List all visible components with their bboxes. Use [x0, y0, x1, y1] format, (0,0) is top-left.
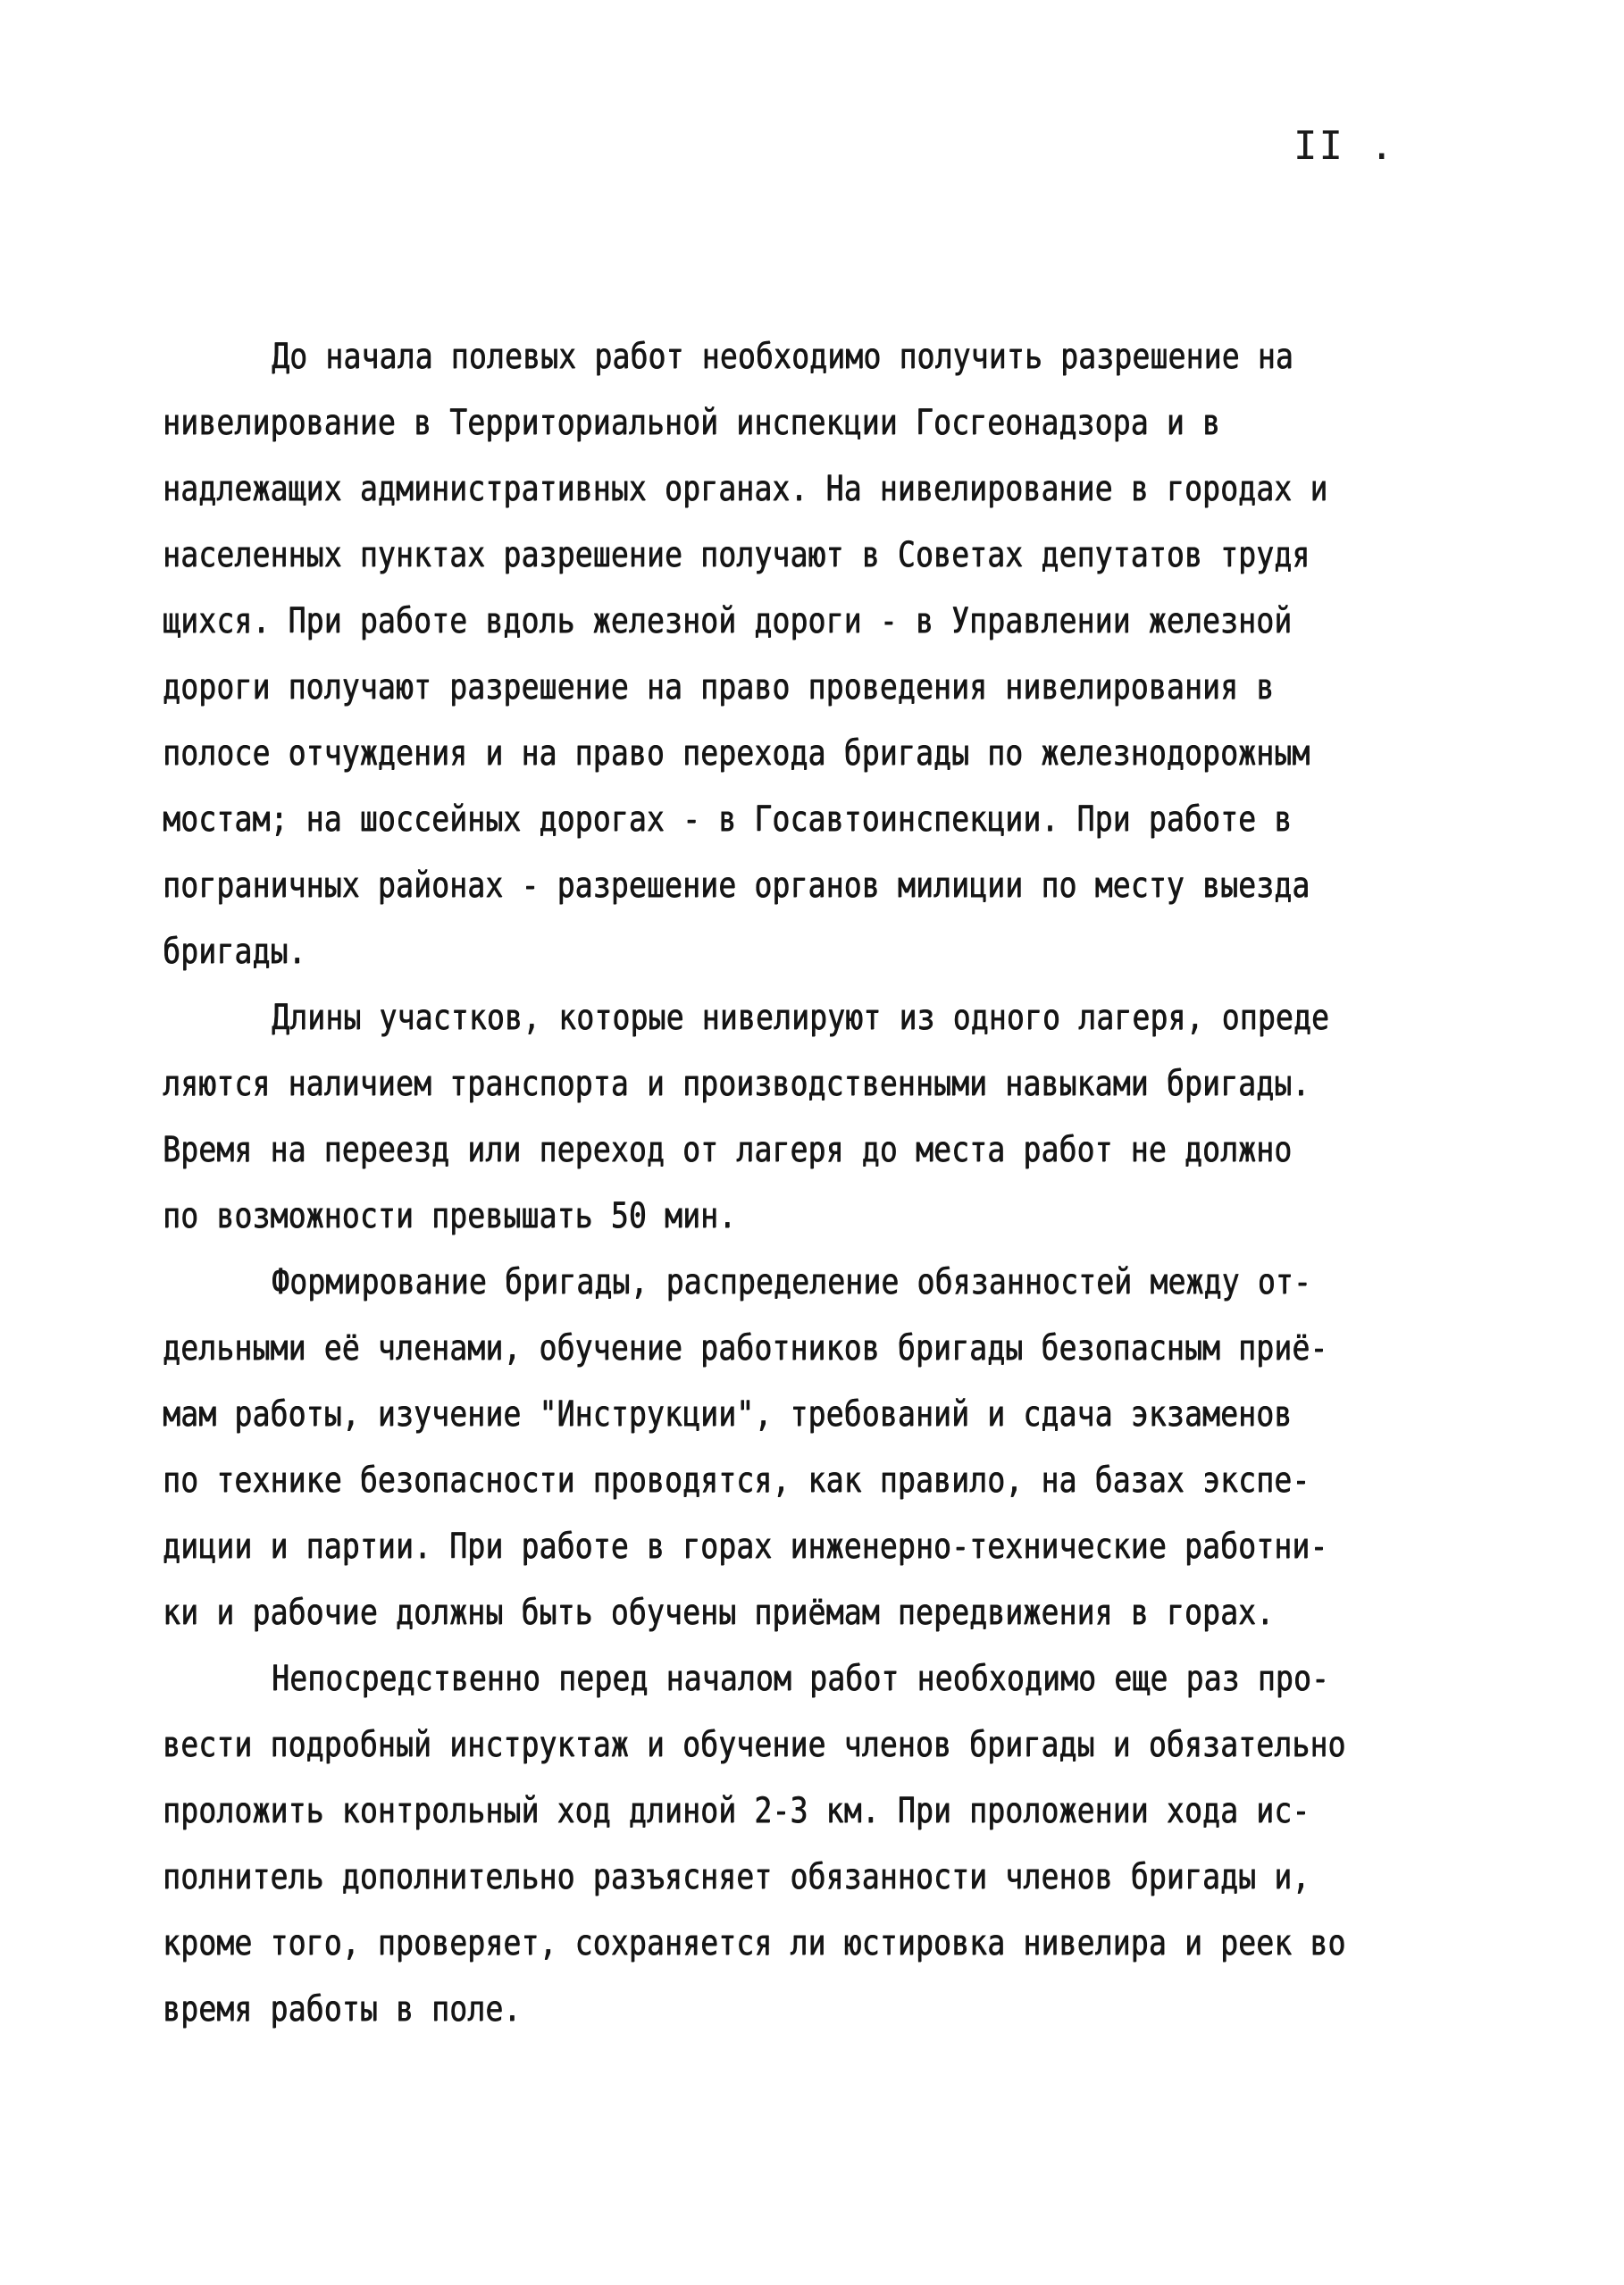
text-line: проложить контрольный ход длиной 2-3 км. При проложении хода ис- — [163, 1789, 1310, 1831]
text-line: Непосредственно перед началом работ необходимо еще раз про- — [272, 1657, 1329, 1699]
text-line: надлежащих административных органах. На нивелирование в городах и — [163, 467, 1328, 509]
paragraph-section-lengths — [163, 984, 1449, 1249]
text-line: ляются наличием транспорта и производственными навыками бригады. — [163, 1062, 1310, 1104]
text-line: мам работы, изучение "Инструкции", требований и сдача экзаменов — [163, 1393, 1293, 1435]
text-line: Длины участков, которые нивелируют из одного лагеря, опреде — [272, 996, 1329, 1038]
text-line: пограничных районах - разрешение органов милиции по месту выезда — [163, 864, 1310, 906]
text-line: нивелирование в Территориальной инспекции Госгеонадзора и в — [163, 401, 1220, 443]
text-line: населенных пунктах разрешение получают в Советах депутатов трудя — [163, 533, 1310, 575]
page-number: II . — [1293, 123, 1395, 169]
text-line: дороги получают разрешение на право проведения нивелирования в — [163, 665, 1275, 707]
text-line: До начала полевых работ необходимо получить разрешение на — [272, 335, 1293, 377]
text-line: по возможности превышать 50 мин. — [163, 1194, 737, 1236]
paragraph-briefing — [163, 1645, 1449, 2042]
body-text — [163, 323, 1449, 2042]
text-line: полосе отчуждения и на право перехода бригады по железнодорожным — [163, 732, 1310, 774]
text-line: дельными её членами, обучение работников бригады безопасным приё- — [163, 1327, 1328, 1368]
paragraph-permits — [163, 323, 1449, 984]
text-line: по технике безопасности проводятся, как правило, на базах экспе- — [163, 1459, 1310, 1501]
text-line: мостам; на шоссейных дорогах - в Госавтоинспекции. При работе в — [163, 798, 1293, 840]
text-line: диции и партии. При работе в горах инженерно-технические работни- — [163, 1525, 1328, 1567]
text-line: время работы в поле. — [163, 1988, 522, 2030]
text-line: полнитель дополнительно разъясняет обязанности членов бригады и, — [163, 1855, 1310, 1897]
text-line: бригады. — [163, 930, 306, 972]
text-line: вести подробный инструктаж и обучение членов бригады и обязательно — [163, 1723, 1346, 1765]
paragraph-team-formation — [163, 1249, 1449, 1645]
text-line: ки и рабочие должны быть обучены приёмам передвижения в горах. — [163, 1591, 1275, 1633]
text-line: Формирование бригады, распределение обязанностей между от- — [272, 1260, 1311, 1302]
text-line: кроме того, проверяет, сохраняется ли юстировка нивелира и реек во — [163, 1921, 1346, 1963]
text-line: щихся. При работе вдоль железной дороги - в Управлении железной — [163, 599, 1293, 641]
text-line: Время на переезд или переход от лагеря до места работ не должно — [163, 1128, 1293, 1170]
